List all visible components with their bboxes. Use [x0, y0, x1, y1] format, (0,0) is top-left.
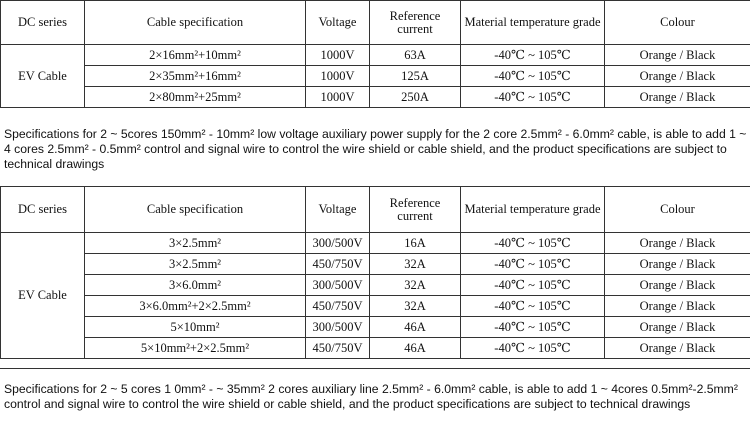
colour-cell: Orange / Black [605, 233, 750, 254]
header-voltage: Voltage [306, 187, 370, 233]
voltage-cell: 1000V [306, 66, 370, 87]
spec-table-2 [0, 186, 750, 359]
header-cable-spec: Cable specification [85, 1, 306, 45]
header-row [1, 1, 750, 45]
spec-note-1: Specifications for 2 ~ 5cores 150mm² - 10mm² low voltage auxiliary power supply for the 2 core 2.5mm² - 6.0mm² cable, is able to add 1 ~ 4 cores 2.5mm² - 0.5mm² control and signal wire to control the wire shield or cable shield, and the product specifications are subject to technical drawings [4, 127, 747, 171]
current-cell: 63A [370, 45, 461, 66]
temp-cell: -40℃ ~ 105℃ [461, 275, 605, 296]
header-cable-spec: Cable specification [85, 187, 306, 233]
voltage-cell: 1000V [306, 87, 370, 108]
current-cell: 250A [370, 87, 461, 108]
spec-note-2: Specifications for 2 ~ 5 cores 1 0mm² - ~ 35mm² 2 cores auxiliary line 2.5mm² - 6.0mm² cable, is able to add 1 ~ 4cores 0.5mm²-2.5mm² control and signal wire to control the wire shield or cable shield, and the product specifications are subject to technical drawings [4, 382, 738, 411]
cable-spec-cell: 5×10mm²+2×2.5mm² [85, 338, 306, 359]
colour-cell: Orange / Black [605, 45, 750, 66]
table-row [1, 87, 750, 108]
cable-spec-cell: 3×6.0mm² [85, 275, 306, 296]
current-cell: 125A [370, 66, 461, 87]
temp-cell: -40℃ ~ 105℃ [461, 338, 605, 359]
table-row [1, 254, 750, 275]
cable-spec-cell: 3×2.5mm² [85, 254, 306, 275]
colour-cell: Orange / Black [605, 66, 750, 87]
temp-cell: -40℃ ~ 105℃ [461, 254, 605, 275]
table-row [1, 296, 750, 317]
header-series: DC series [1, 1, 85, 45]
colour-cell: Orange / Black [605, 254, 750, 275]
current-cell: 32A [370, 275, 461, 296]
header-row [1, 187, 750, 233]
header-voltage: Voltage [306, 1, 370, 45]
temp-cell: -40℃ ~ 105℃ [461, 296, 605, 317]
current-cell: 46A [370, 317, 461, 338]
table-row [1, 45, 750, 66]
voltage-cell: 450/750V [306, 296, 370, 317]
header-material-temp: Material temperature grade [461, 187, 605, 233]
temp-cell: -40℃ ~ 105℃ [461, 45, 605, 66]
cable-spec-cell: 2×35mm²+16mm² [85, 66, 306, 87]
current-cell: 46A [370, 338, 461, 359]
colour-cell: Orange / Black [605, 317, 750, 338]
spec-table-1 [0, 0, 750, 108]
table-row [1, 317, 750, 338]
header-colour: Colour [605, 1, 750, 45]
voltage-cell: 1000V [306, 45, 370, 66]
table-row [1, 338, 750, 359]
cable-spec-cell: 2×16mm²+10mm² [85, 45, 306, 66]
table-row [1, 275, 750, 296]
voltage-cell: 450/750V [306, 338, 370, 359]
table-row [1, 66, 750, 87]
voltage-cell: 300/500V [306, 317, 370, 338]
colour-cell: Orange / Black [605, 338, 750, 359]
colour-cell: Orange / Black [605, 275, 750, 296]
current-cell: 32A [370, 296, 461, 317]
temp-cell: -40℃ ~ 105℃ [461, 66, 605, 87]
current-cell: 16A [370, 233, 461, 254]
colour-cell: Orange / Black [605, 296, 750, 317]
header-series: DC series [1, 187, 85, 233]
header-ref-current: Reference current [370, 1, 461, 45]
voltage-cell: 300/500V [306, 233, 370, 254]
note-divider [0, 368, 750, 369]
cable-spec-cell: 3×6.0mm²+2×2.5mm² [85, 296, 306, 317]
series-cell: EV Cable [1, 45, 85, 108]
cable-spec-cell: 2×80mm²+25mm² [85, 87, 306, 108]
cable-spec-cell: 5×10mm² [85, 317, 306, 338]
table-row [1, 233, 750, 254]
header-ref-current: Reference current [370, 187, 461, 233]
series-cell: EV Cable [1, 233, 85, 359]
header-colour: Colour [605, 187, 750, 233]
temp-cell: -40℃ ~ 105℃ [461, 87, 605, 108]
colour-cell: Orange / Black [605, 87, 750, 108]
temp-cell: -40℃ ~ 105℃ [461, 233, 605, 254]
voltage-cell: 300/500V [306, 275, 370, 296]
cable-spec-cell: 3×2.5mm² [85, 233, 306, 254]
voltage-cell: 450/750V [306, 254, 370, 275]
temp-cell: -40℃ ~ 105℃ [461, 317, 605, 338]
current-cell: 32A [370, 254, 461, 275]
header-material-temp: Material temperature grade [461, 1, 605, 45]
